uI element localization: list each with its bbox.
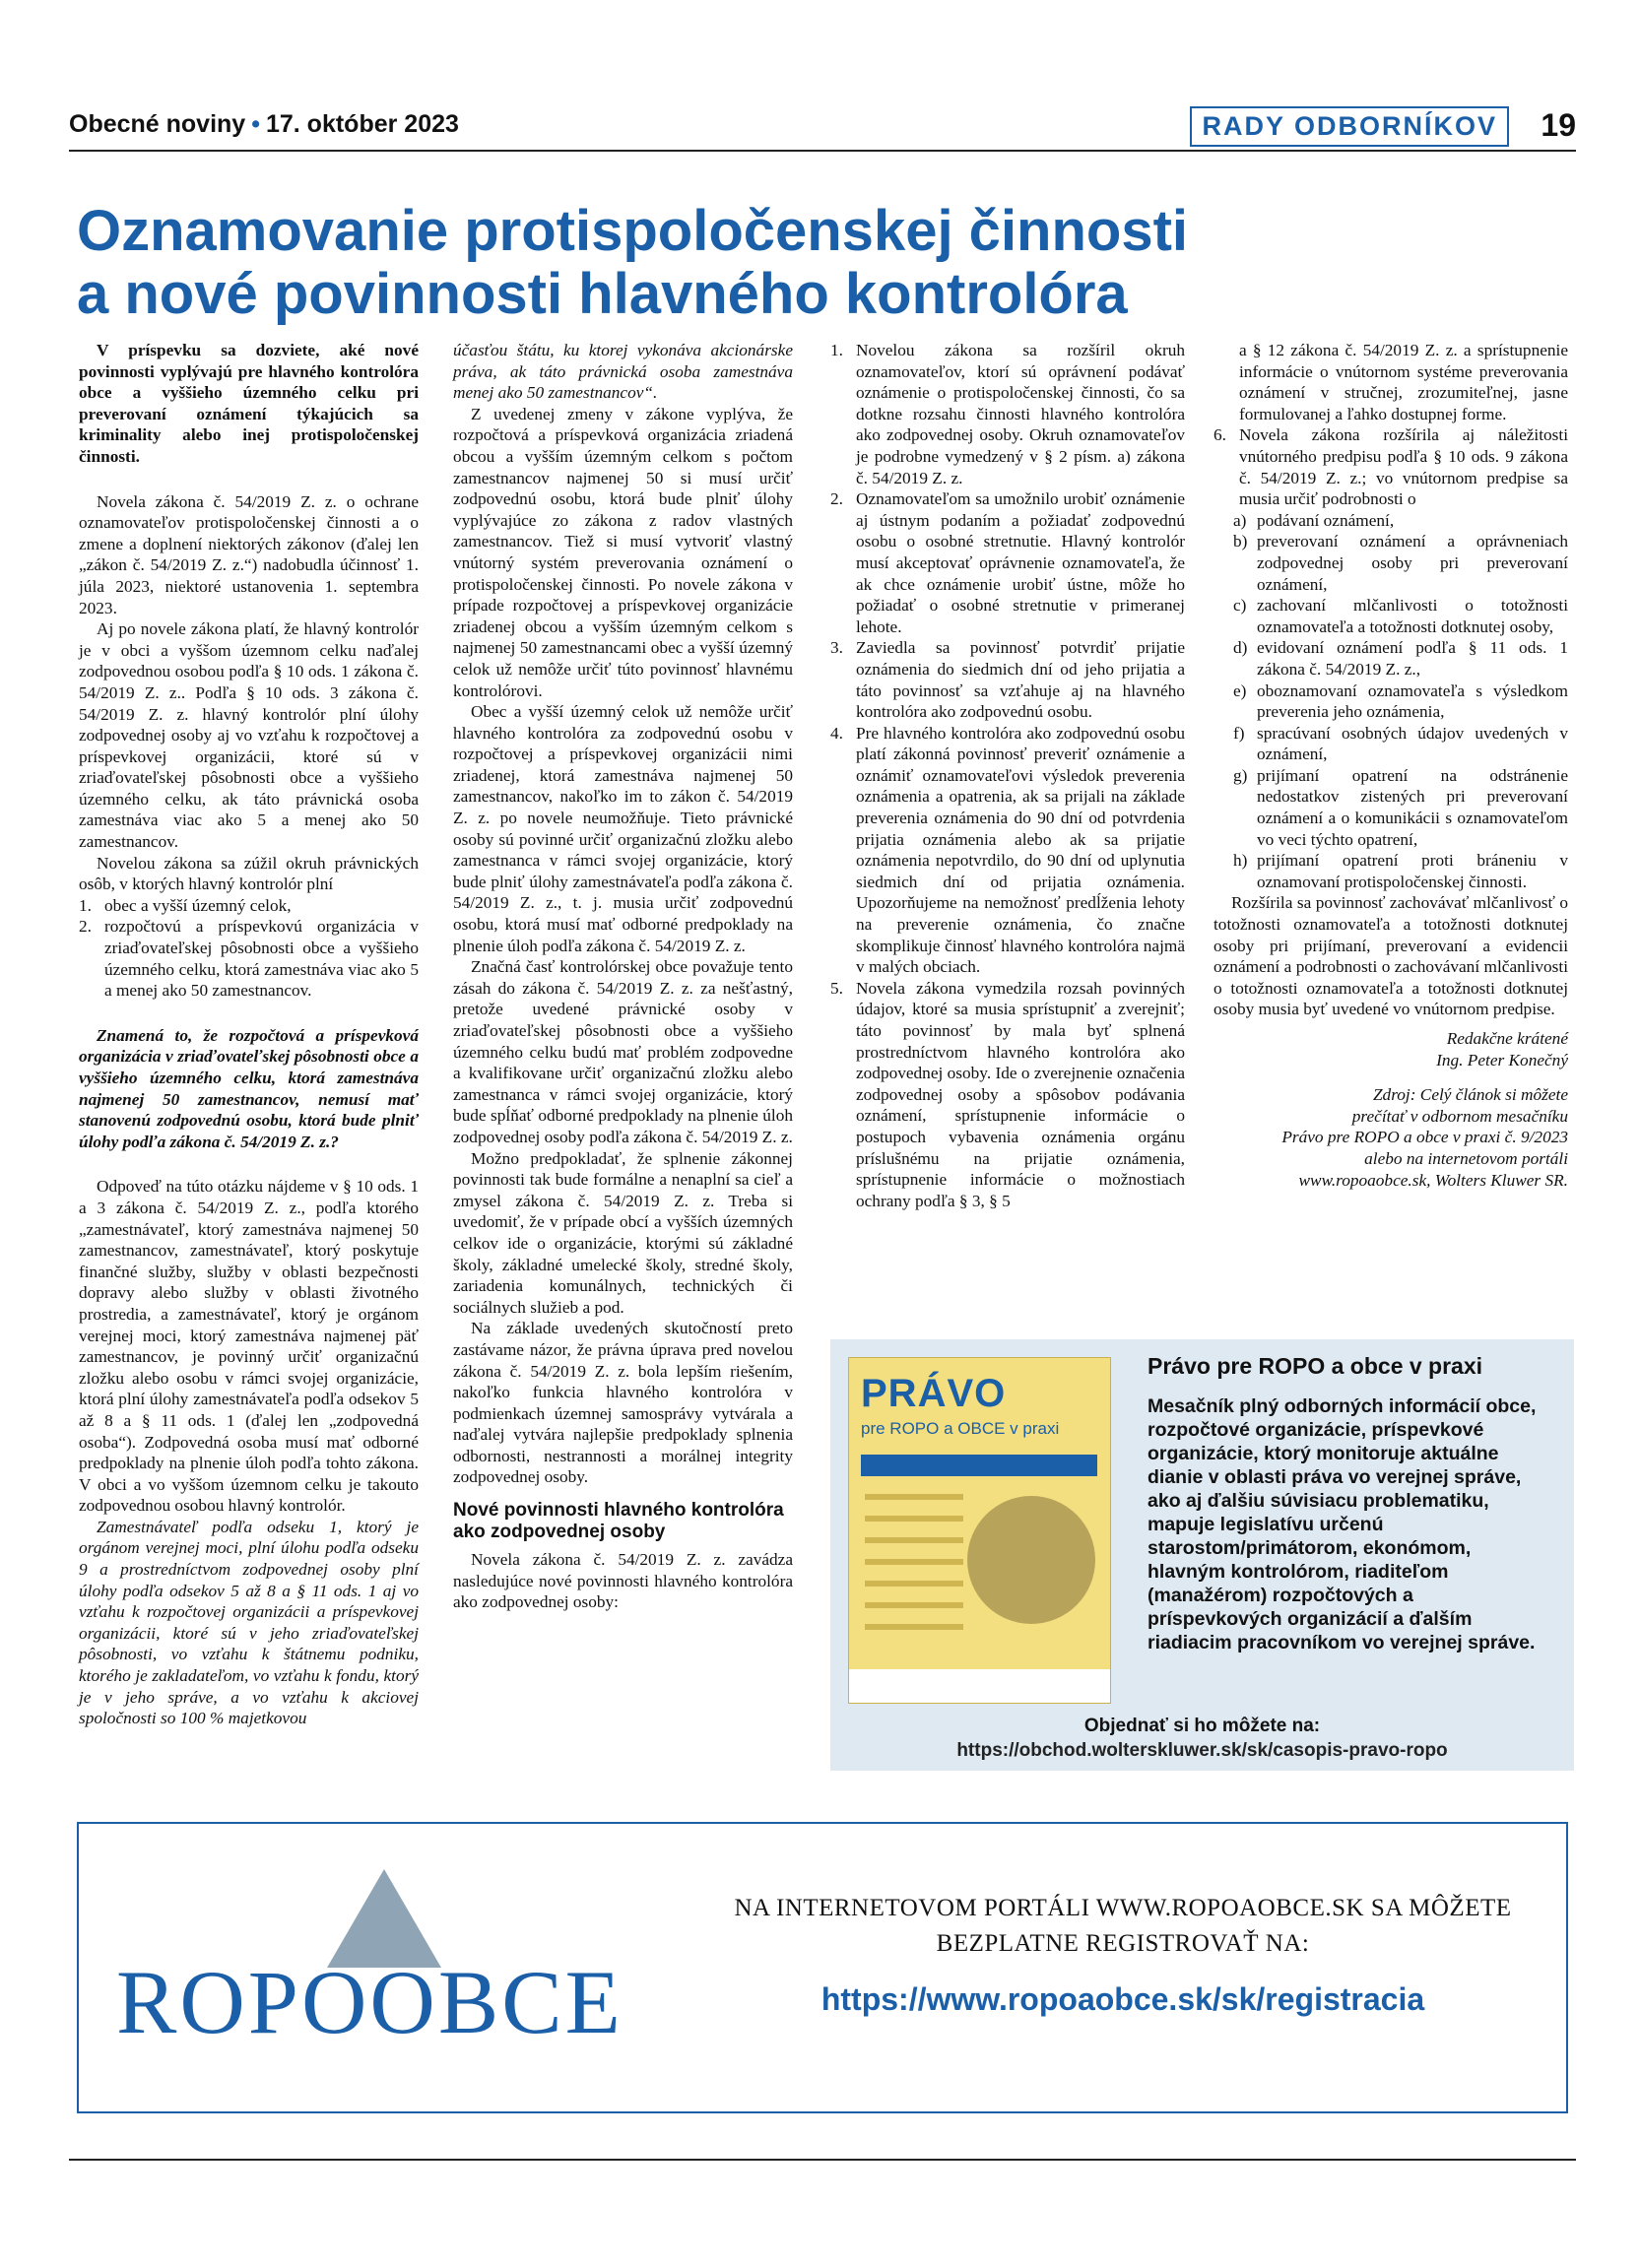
list-continuation: a § 12 zákona č. 54/2019 Z. z. a sprístupnenie informácie o vnútornom systéme preverovania oznámení v stručnej, zrozumiteľnej, jasne formulovanej a ľahko dostupnej forme. — [1239, 341, 1568, 423]
magazine-promo-box — [830, 1339, 1574, 1771]
lead-paragraph: V príspevku sa dozviete, aké nové povinnosti vyplývajú pre hlavného kontrolóra obce a vyššieho územného celku pri preverovaní oznámení týkajúcich sa kriminality alebo inej protispoločenskej činnosti. — [79, 341, 419, 466]
page-number: 19 — [1541, 107, 1576, 143]
sub-list-item: c) zachovaní mlčanlivosti o totožnosti oznamovateľa a totožnosti dotknutej osoby, — [1233, 596, 1568, 636]
paragraph: Značná časť kontrolórskej obce považuje tento zásah do zákona č. 54/2019 Z. z. za nešťastný, pretože uvedené právnické osoby v zriaďovateľskej pôsobnosti obce a vyššieho územného celku budú mať problém zodpovedne a kvalifikovane určiť organizačnú zložku alebo zamestnanca v rámci svojej organizácie, ktorý bude spĺňať odborné predpoklady na plnenie úloh zodpovednej osoby podľa zákona č. 54/2019 Z. z. — [453, 957, 793, 1146]
promo-description: Mesačník plný odborných informácií obce, rozpočtové organizácie, príspevkové organizácie, ktorý monitoruje aktuálne dianie v oblasti práva vo verejnej správe, ako aj ďalšiu súvisiacu problematiku, mapuje legislatívu určenú starostom/primátorom, ekonómom, hlavným kontrolórom, riaditeľom (manažérom) rozpočtových a príspevkových organizácií a ďalším riadiacim pracovníkom vo verejnej správe. — [1148, 1395, 1537, 1653]
paragraph: Možno predpokladať, že splnenie zákonnej povinnosti tak bude formálne a nenaplní sa cieľ a zmysel zákona č. 54/2019 Z. z. Treba si uvedomiť, že v prípade obcí a vyšších územných celkov ide o organizácie, ktorými sú základné školy, základné umelecké školy, stredné školy, zariadenia komunálnych, technických či sociálnych služieb a pod. — [453, 1148, 793, 1317]
cover-title: PRÁVO — [861, 1372, 1007, 1415]
banner-text: NA INTERNETOVOM PORTÁLI WWW.ROPOAOBCE.SK SA MÔŽETE BEZPLATNE REGISTROVAŤ NA: — [734, 1895, 1512, 1957]
logo-wordmark: ROPOOBCE — [116, 1952, 623, 2052]
magazine-cover-image — [848, 1357, 1111, 1704]
article-column-2 — [453, 340, 793, 1613]
sub-list-item: g) prijímaní opatrení na odstránenie nedostatkov zistených pri preverovaní oznámení a o komunikácii s oznamovateľom vo veci týchto opatrení, — [1233, 765, 1568, 849]
list-item: 1. Novelou zákona sa rozšíril okruh oznamovateľov, ktorí sú oprávnení podávať oznámenie o protispoločenskej činnosti, čo sa dotkne rozsahu činnosti hlavného kontrolóra ako zodpovednej osoby. Okruh oznamovateľov je podrobne vymedzený v § 2 písm. a) zákona č. 54/2019 Z. z. — [830, 341, 1185, 487]
section-label: RADY ODBORNÍKOV — [1190, 106, 1509, 147]
list-item: 1. obec a vyšší územný celok, — [79, 895, 292, 915]
paragraph: Aj po novele zákona platí, že hlavný kontrolór je v obci a vyššom územnom celku naďalej zodpovednou osobou podľa § 10 ods. 1 zákona č. 54/2019 Z. z.. Podľa § 10 ods. 3 zákona č. 54/2019 Z. z. hlavný kontrolór plní úlohy zodpovednej osoby aj vo vzťahu k rozpočtovej a príspevkovej organizácii, ktoré sú v zriaďovateľskej pôsobnosti obce a vyššieho územného celku, ak táto právnická osoba zamestnáva viac ako 5 a menej ako 50 zamestnancov. — [79, 619, 419, 852]
order-info — [830, 1714, 1574, 1763]
list-item: 2. rozpočtovú a príspevkovú organizácia v zriaďovateľskej pôsobnosti obce a vyššieho územného celku, ktorá zamestnáva viac ako 5 a menej ako 50 zamestnancov. — [79, 917, 419, 1001]
article-column-4 — [1214, 340, 1568, 1191]
article-title — [77, 200, 1357, 326]
list-item: 6. Novela zákona rozšírila aj náležitosti vnútorného predpisu podľa § 10 ods. 9 zákona č. 54/2019 Z. z.; vo vnútornom predpise sa musia určiť podrobnosti o — [1214, 425, 1568, 509]
source-line: Zdroj: Celý článok si môžete — [1372, 1085, 1568, 1105]
sub-list-item: b) preverovaní oznámení a oprávneniach zodpovednej osoby pri preverovaní oznámení, — [1233, 532, 1568, 594]
masthead: Obecné noviny • 17. október 2023 — [69, 110, 459, 138]
page-header — [69, 106, 1576, 152]
editor-note: Redakčne krátené — [1446, 1029, 1568, 1048]
ropoaobce-logo — [116, 1869, 668, 2076]
source-line: prečítať v odbornom mesačníku — [1351, 1106, 1568, 1126]
issue-date: 17. október 2023 — [265, 110, 459, 138]
sub-list-item: d) evidovaní oznámení podľa § 11 ods. 1 zákona č. 54/2019 Z. z., — [1233, 638, 1568, 679]
title-line-2: a nové povinnosti hlavného kontrolóra — [77, 262, 1128, 326]
registration-banner — [77, 1822, 1568, 2113]
paragraph: Obec a vyšší územný celok už nemôže určiť hlavného kontrolóra za zodpovednú osobu v rozpočtovej a príspevkovej organizácii nimi zriadenej, ktorá zamestnáva najmenej 50 zamestnancov, nakoľko im to zákon č. 54/2019 Z. z. po novele neumožňuje. Tieto právnické osoby sú povinné určiť organizačnú zložku alebo zamestnanca v rámci svojej organizácie, ktorý bude plniť úlohy zamestnávateľa podľa zákona č. 54/2019 Z. z., t. j. musia určiť zodpovednú osobu, ktorá musí mať odborné predpoklady na plnenie úloh podľa zákona č. 54/2019 Z. z. — [453, 702, 793, 955]
title-line-1: Oznamovanie protispoločenskej činnosti — [77, 199, 1189, 263]
paragraph: Novelou zákona sa zúžil okruh právnických osôb, v ktorých hlavný kontrolór plní — [79, 853, 419, 894]
paragraph: Rozšírila sa povinnosť zachovávať mlčanlivosť o totožnosti oznamovateľa a totožnosti dotknutej osoby pri prijímaní, preverovaní a evidencii oznámení a podrobnosti o zachovávaní mlčanlivosti o totožnosti oznamovateľa a totožnosti dotknutej osoby musia byť uvedené vo vnútornom predpise. — [1214, 893, 1568, 1019]
quote-paragraph: Zamestnávateľ podľa odseku 1, ktorý je orgánom verejnej moci, plní úlohu podľa odseku 9 a prostredníctvom zodpovednej osoby plní úlohy podľa odsekov 5 až 8 a § 11 ods. 1 aj vo vzťahu k rozpočtovej organizácii a príspevkovej organizácii, ktoré sú v jeho zriaďovateľskej pôsobnosti, vo vzťahu k štátnemu podniku, ktorého je zakladateľom, vo vzťahu k fondu, ktorý je v jeho správe, a vo vzťahu k akciovej spoločnosti so 100 % majetkovou — [79, 1517, 419, 1728]
article-column-1 — [79, 340, 419, 1729]
source-line: alebo na internetovom portáli — [1364, 1148, 1568, 1168]
author: Ing. Peter Konečný — [1436, 1050, 1568, 1069]
list-item: 3. Zaviedla sa povinnosť potvrdiť prijatie oznámenia do siedmich dní od jeho prijatia a táto povinnosť sa vzťahuje aj na hlavného kontrolóra ako zodpovednú osobu. — [830, 638, 1185, 722]
paragraph: Novela zákona č. 54/2019 Z. z. zavádza nasledujúce nové povinnosti hlavného kontrolóra ako zodpovednej osoby: — [453, 1550, 793, 1612]
question-paragraph: Znamená to, že rozpočtová a príspevková organizácia v zriaďovateľskej pôsobnosti obce a vyššieho územného celku, ktorá zamestnáva najmenej 50 zamestnancov, nemusí mať stanovenú zodpovednú osobu, ktorá bude plniť úlohy podľa zákona č. 54/2019 Z. z.? — [79, 1025, 419, 1151]
source-line: www.ropoaobce.sk, Wolters Kluwer SR. — [1298, 1170, 1568, 1190]
order-link[interactable]: https://obchod.wolterskluwer.sk/sk/casopis-pravo-ropo — [956, 1740, 1448, 1761]
sub-list-item: a) podávaní oznámení, — [1233, 510, 1395, 530]
paragraph: Na základe uvedených skutočností preto zastávame názor, že právna úprava pred novelou zákona č. 54/2019 Z. z. bola lepším riešením, nakoľko funkcia hlavného kontrolóra v podmienkach územnej samosprávy vytvárala a naďalej vytvára najlepšie predpoklady splnenia odbornosti, nestrannosti a morálnej integrity zodpovednej osoby. — [453, 1319, 793, 1487]
paragraph: Odpoveď na túto otázku nájdeme v § 10 ods. 1 a 3 zákona č. 54/2019 Z. z., podľa ktorého „zamestnávateľ, ktorý zamestnáva najmenej 50 zamestnancov, zamestnávateľ, ktorý poskytuje finančné služby, služby v oblasti bezpečnosti dopravy alebo služby v oblasti životného prostredia, a zamestnávateľ, ktorý je orgánom verejnej moci, ktorý zamestnáva najmenej päť zamestnancov, je povinný určiť organizačnú zložku alebo osobu v rámci svojej organizácie, ktorá plní úlohy zamestnávateľa podľa odsekov 5 až 8 a § 11 ods. 1 (ďalej len „zodpovedná osoba“). Zodpovedná osoba musí mať odborné predpoklady na plnenie úloh podľa tohto zákona. V obci a vo vyššom územnom celku je takouto zodpovednou osobou hlavný kontrolór. — [79, 1177, 419, 1516]
order-text: Objednať si ho môžete na: — [1083, 1716, 1321, 1736]
list-item: 2. Oznamovateľom sa umožnilo urobiť oznámenie aj ústnym podaním a požiadať zodpovednú osobu o osobné stretnutie. Hlavný kontrolór musí akceptovať oprávnenie oznamovateľa, že ak chce oznámenie urobiť ústne, môže ho požiadať o osobné stretnutie v primeranej lehote. — [830, 489, 1185, 636]
paragraph: Novela zákona č. 54/2019 Z. z. o ochrane oznamovateľov protispoločenskej činnosti a o zmene a doplnení niektorých zákonov (ďalej len „zákon č. 54/2019 Z. z.“) nadobudla účinnosť 1. júla 2023, niektoré ustanovenia 1. septembra 2023. — [79, 491, 419, 617]
sub-list-item: f) spracúvaní osobných údajov uvedených v oznámení, — [1233, 723, 1568, 764]
source-line: Právo pre ROPO a obce v praxi č. 9/2023 — [1281, 1128, 1568, 1147]
publication-name: Obecné noviny — [69, 110, 246, 138]
quote-continuation: účasťou štátu, ku ktorej vykonáva akcionárske práva, ak táto právnická osoba zamestnáva menej ako 50 zamestnancov“. — [453, 341, 793, 403]
sub-list-item: h) prijímaní opatrení proti bráneniu v oznamovaní protispoločenskej činnosti. — [1233, 851, 1568, 891]
registration-link[interactable]: https://www.ropoaobce.sk/sk/registracia — [820, 1981, 1425, 2017]
cover-subtitle: pre ROPO a OBCE v praxi — [861, 1419, 1060, 1438]
paragraph: Z uvedenej zmeny v zákone vyplýva, že rozpočtová a príspevková organizácia zriadená obcou a vyšším územným celkom s počtom zamestnancov najmenej 50 si musí určiť zodpovednú osobu, ktorá bude plniť úlohy vyplývajúce zo zákona z radov vlastných zamestnancov. Tiež si musí vytvoriť vlastný vnútorný systém preverovania oznámení o protispoločenskej činnosti. Po novele zákona v prípade rozpočtovej a príspevkovej organizácie zriadenej obcou a vyšším územným celkom s najmenej 50 zamestnancami obec a vyšší územný celok už nemôže určiť túto povinnosť hlavnému kontrolórovi. — [453, 404, 793, 700]
cover-illustration — [967, 1496, 1095, 1624]
cover-band — [861, 1455, 1097, 1476]
sub-list-item: e) oboznamovaní oznamovateľa s výsledkom preverenia jeho oznámenia, — [1233, 680, 1568, 722]
cover-footer — [849, 1669, 1110, 1703]
subheading: Nové povinnosti hlavného kontrolóra ako zodpovednej osoby — [453, 1500, 784, 1543]
list-item: 5. Novela zákona vymedzila rozsah povinných údajov, ktoré sa musia sprístupniť a zverejniť; táto povinnosť by mala byť splnená prostredníctvom hlavného kontrolóra ako zodpovednej osoby. Ide o zverejnenie označenia zodpovednej osoby a spôsobov podávania oznámení, sprístupnenie informácie o postupoch vybavenia oznámenia orgánu príslušnému na prijatie oznámenia, sprístupnenie informácie o možnostiach ochrany podľa § 3, § 5 — [830, 978, 1185, 1210]
footer-rule — [69, 2159, 1576, 2161]
promo-heading: Právo pre ROPO a obce v praxi — [1148, 1353, 1483, 1379]
list-item: 4. Pre hlavného kontrolóra ako zodpovednú osobu platí zákonná povinnosť preveriť oznámenie a oznámiť oznamovateľovi výsledok preverenia oznámenia a opatrenia, ak sa prijali na základe preverenia oznámenia do 90 dní od potvrdenia prijatia oznámenia alebo ak sa prijatie oznámenia nepotvrdilo, do 90 dní od uplynutia siedmich dní od prijatia oznámenia. Upozorňujeme na nemožnosť predĺženia lehoty na preverenie oznámenia, čo značne skomplikuje činnosť hlavného kontrolóra najmä v malých obciach. — [830, 723, 1185, 977]
header-rule — [69, 150, 1576, 152]
article-column-3 — [830, 340, 1185, 1211]
